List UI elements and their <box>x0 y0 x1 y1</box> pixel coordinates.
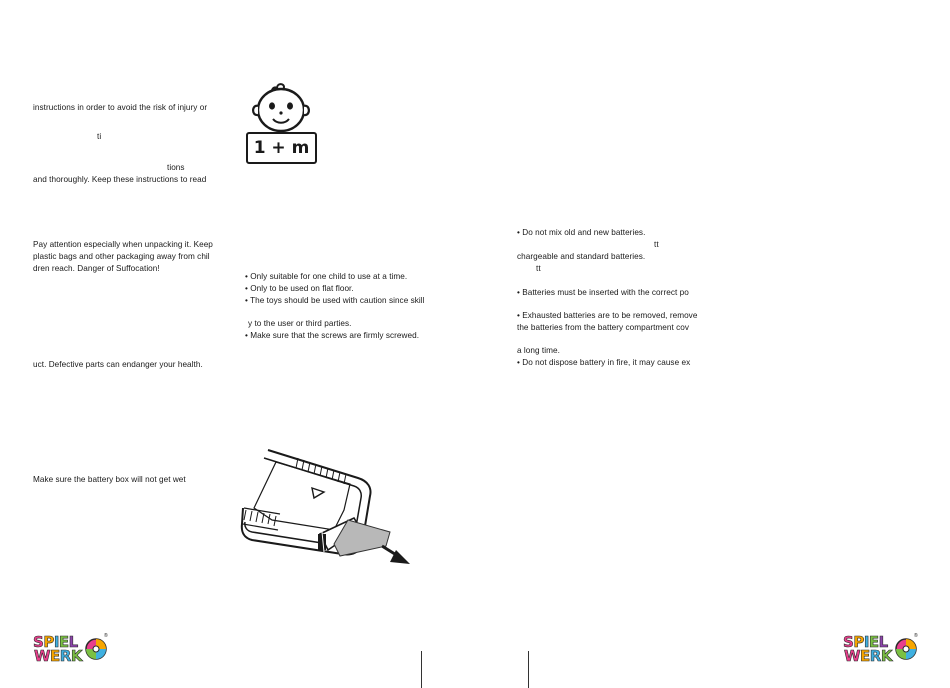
left-text-fragment: tions <box>167 163 185 172</box>
logo-letter: E <box>860 647 870 665</box>
battery-bullet: • Do not mix old and new batteries. <box>517 228 646 237</box>
logo-word-werk <box>34 649 82 664</box>
logo-letter: S <box>843 633 854 651</box>
left-text-fragment: ti <box>97 132 102 141</box>
logo-letter: K <box>880 647 892 665</box>
battery-text-fragment: tt <box>536 264 541 273</box>
logo-letter: E <box>868 633 879 651</box>
left-text-line: Make sure the battery box will not get wet <box>33 475 186 484</box>
logo-letter: W <box>34 647 51 665</box>
safety-bullet: • Make sure that the screws are firmly screwed. <box>245 331 420 340</box>
battery-box-removal-icon <box>238 448 414 568</box>
left-text-line: instructions in order to avoid the risk of injury or <box>33 103 208 112</box>
battery-text-line: the batteries from the battery compartment cov <box>517 323 690 332</box>
registered-mark: ® <box>104 633 108 639</box>
battery-text-line: chargeable and standard batteries. <box>517 252 646 261</box>
logo-letter: R <box>869 647 881 665</box>
safety-text-line: y to the user or third parties. <box>248 319 352 328</box>
logo-letter: W <box>844 647 861 665</box>
registered-mark: ® <box>914 633 918 639</box>
left-text-line: and thoroughly. Keep these instructions to read <box>33 175 207 184</box>
logo-letter: P <box>43 633 54 651</box>
logo-letter: L <box>68 633 78 651</box>
left-text-line: dren reach. Danger of Suffocation! <box>33 264 160 273</box>
battery-text-fragment: tt <box>654 240 659 249</box>
logo-letter: I <box>53 633 59 651</box>
battery-bullet: • Exhausted batteries are to be removed, remove <box>517 311 698 320</box>
logo-ball-icon <box>895 638 917 660</box>
logo-letter: K <box>70 647 82 665</box>
spielwerk-logo <box>31 633 107 667</box>
safety-bullet: • Only to be used on flat floor. <box>245 284 354 293</box>
logo-letter: E <box>50 647 60 665</box>
fold-line <box>528 651 529 688</box>
battery-text-line: a long time. <box>517 346 560 355</box>
logo-ball-icon <box>85 638 107 660</box>
logo-letter: E <box>58 633 69 651</box>
left-text-line: plastic bags and other packaging away from chil <box>33 252 210 261</box>
left-text-line: uct. Defective parts can endanger your health. <box>33 360 203 369</box>
battery-bullet: • Batteries must be inserted with the correct po <box>517 288 689 297</box>
battery-bullet: • Do not dispose battery in fire, it may cause ex <box>517 358 691 367</box>
baby-face-icon <box>244 82 318 134</box>
spielwerk-logo <box>841 633 917 667</box>
age-label: 1 + m <box>246 132 317 164</box>
logo-letter: I <box>863 633 869 651</box>
logo-letter: L <box>878 633 888 651</box>
safety-bullet: • The toys should be used with caution since skill <box>245 296 425 305</box>
logo-letter: R <box>59 647 71 665</box>
fold-line <box>421 651 422 688</box>
safety-bullet: • Only suitable for one child to use at a time. <box>245 272 408 281</box>
logo-letter: P <box>853 633 864 651</box>
age-warning-icon <box>244 82 318 164</box>
logo-word-werk <box>844 649 892 664</box>
left-text-line: Pay attention especially when unpacking it. Keep <box>33 240 213 249</box>
logo-letter: S <box>33 633 44 651</box>
